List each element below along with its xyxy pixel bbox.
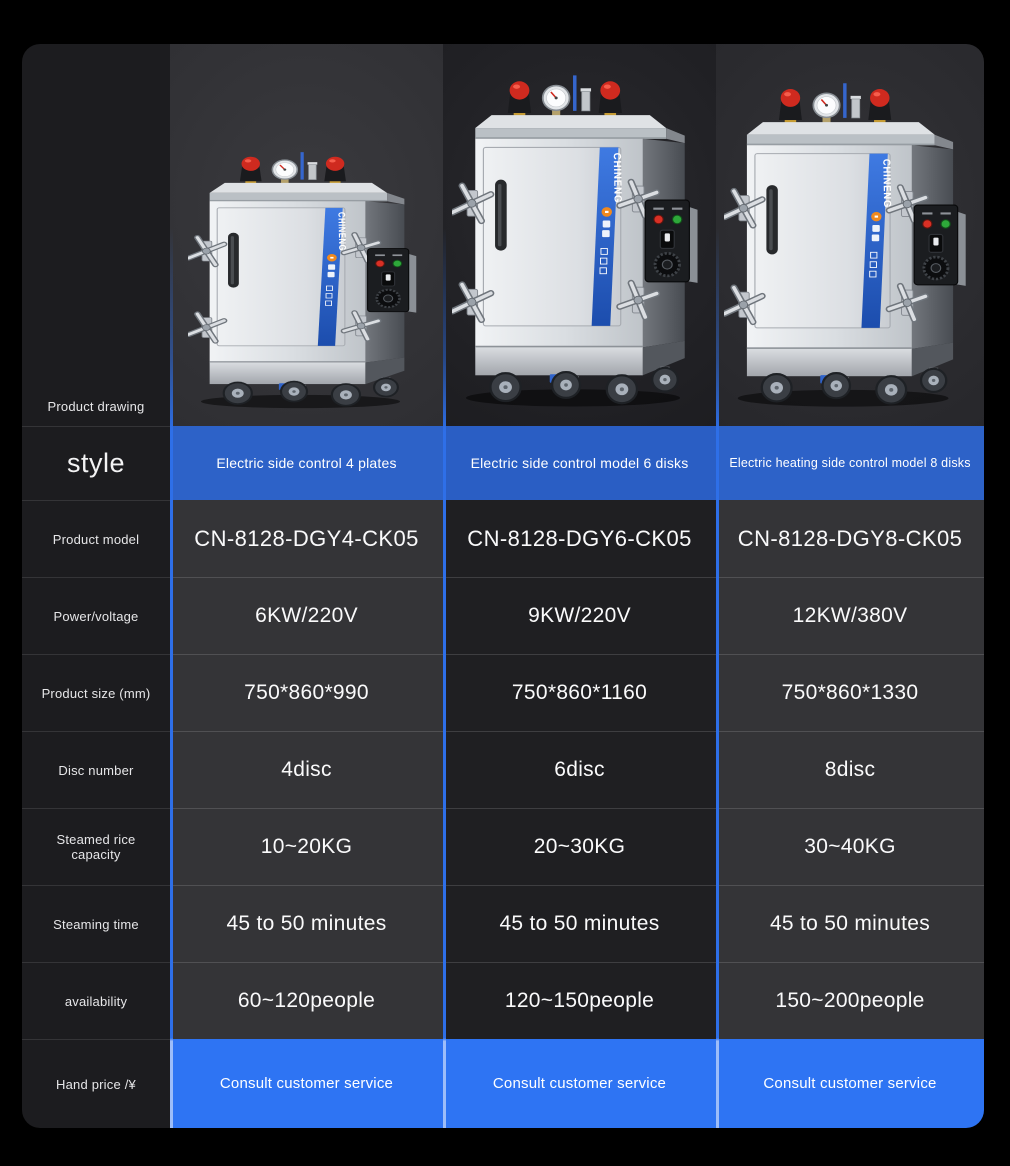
product-image-panel-6disc [443, 44, 716, 426]
capacity-cell-8disc: 30~40KG [716, 808, 984, 885]
time-cell-8disc: 45 to 50 minutes [716, 885, 984, 962]
product-column-6disc [443, 44, 716, 1128]
row-label-disc-number: Disc number [22, 731, 170, 808]
row-label-steaming-time: Steaming time [22, 885, 170, 962]
size-cell-6disc: 750*860*1160 [443, 654, 716, 731]
power-cell-8disc: 12KW/380V [716, 577, 984, 654]
time-cell-6disc: 45 to 50 minutes [443, 885, 716, 962]
model-cell-6disc: CN-8128-DGY6-CK05 [443, 500, 716, 577]
row-label-availability: availability [22, 962, 170, 1039]
disc-cell-4disc: 4disc [170, 731, 443, 808]
model-cell-4disc: CN-8128-DGY4-CK05 [170, 500, 443, 577]
row-label-power-voltage: Power/voltage [22, 577, 170, 654]
disc-cell-8disc: 8disc [716, 731, 984, 808]
power-cell-4disc: 6KW/220V [170, 577, 443, 654]
size-cell-8disc: 750*860*1330 [716, 654, 984, 731]
model-cell-8disc: CN-8128-DGY8-CK05 [716, 500, 984, 577]
consult-customer-service-button-6disc[interactable]: Consult customer service [443, 1039, 716, 1128]
capacity-cell-6disc: 20~30KG [443, 808, 716, 885]
steamer-image-8disc [724, 78, 976, 414]
product-image-panel-8disc [716, 44, 984, 426]
row-label-style: style [22, 426, 170, 500]
style-cell-6disc: Electric side control model 6 disks [443, 426, 716, 500]
capacity-cell-4disc: 10~20KG [170, 808, 443, 885]
consult-customer-service-button-8disc[interactable]: Consult customer service [716, 1039, 984, 1128]
steamer-image-6disc [452, 70, 708, 414]
row-label-product-drawing: Product drawing [47, 399, 145, 414]
power-cell-6disc: 9KW/220V [443, 577, 716, 654]
disc-cell-6disc: 6disc [443, 731, 716, 808]
row-label-steamed-rice-capacity: Steamed rice capacity [22, 808, 170, 885]
availability-cell-6disc: 120~150people [443, 962, 716, 1039]
row-label-product-model: Product model [22, 500, 170, 577]
row-label-column [22, 44, 170, 1128]
size-cell-4disc: 750*860*990 [170, 654, 443, 731]
product-image-panel-4disc [170, 44, 443, 426]
steamer-image-4disc [188, 148, 426, 414]
row-label-hand-price: Hand price /¥ [22, 1039, 170, 1128]
availability-cell-8disc: 150~200people [716, 962, 984, 1039]
style-cell-4disc: Electric side control 4 plates [170, 426, 443, 500]
style-cell-8disc: Electric heating side control model 8 disks [716, 426, 984, 500]
spec-comparison-table [22, 44, 984, 1128]
consult-customer-service-button-4disc[interactable]: Consult customer service [170, 1039, 443, 1128]
availability-cell-4disc: 60~120people [170, 962, 443, 1039]
product-column-4disc [170, 44, 443, 1128]
product-column-8disc [716, 44, 984, 1128]
row-label-product-size: Product size (mm) [22, 654, 170, 731]
time-cell-4disc: 45 to 50 minutes [170, 885, 443, 962]
